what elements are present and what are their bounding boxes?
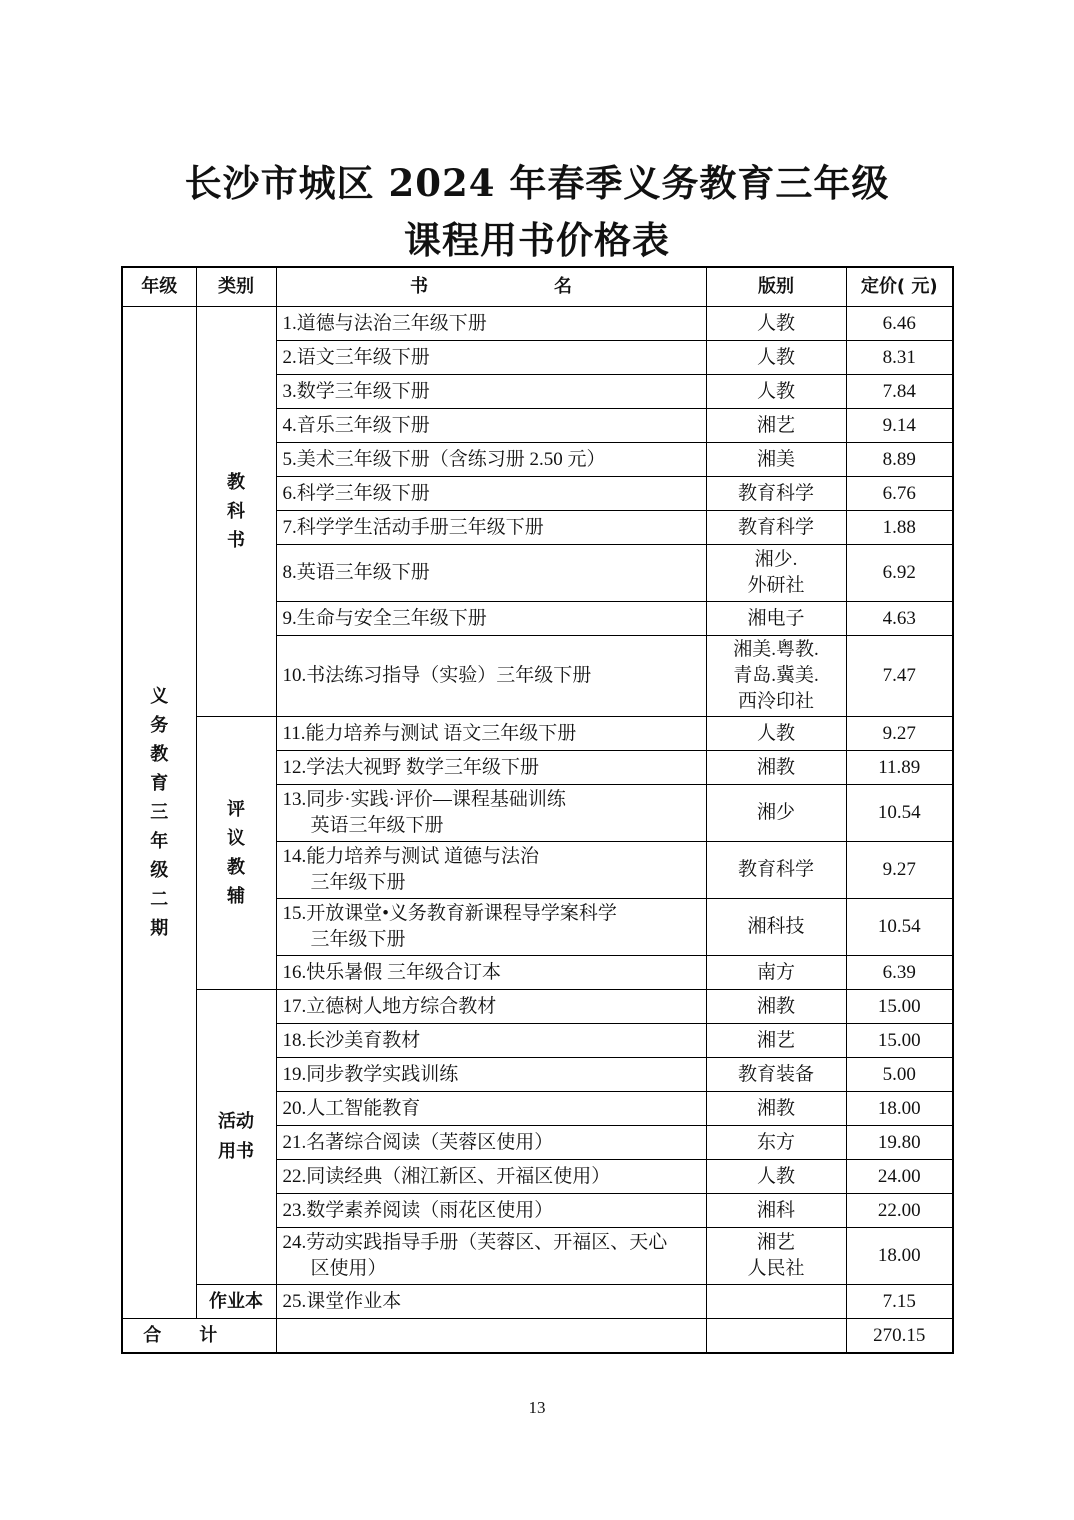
edition: 南方 (706, 956, 846, 990)
edition: 教育科学 (706, 477, 846, 511)
price: 7.47 (846, 636, 953, 717)
header-row (122, 267, 953, 307)
price: 24.00 (846, 1160, 953, 1194)
edition: 湘电子 (706, 602, 846, 636)
document-title-line1: 长沙市城区 2024 年春季义务教育三年级 (184, 161, 890, 205)
price: 9.27 (846, 717, 953, 751)
price: 9.27 (846, 842, 953, 899)
edition: 湘教 (706, 751, 846, 785)
book-name: 17.立德树人地方综合教材 (276, 990, 706, 1024)
edition: 湘科 (706, 1194, 846, 1228)
edition: 教育科学 (706, 842, 846, 899)
edition: 东方 (706, 1126, 846, 1160)
page-number: 13 (528, 1398, 546, 1417)
book-name: 25.课堂作业本 (276, 1285, 706, 1319)
total-empty-edition (706, 1319, 846, 1354)
price: 7.84 (846, 375, 953, 409)
edition-line: 外研社 (747, 575, 805, 596)
category-activity: 活动用书 (218, 1111, 254, 1162)
price: 15.00 (846, 990, 953, 1024)
edition: 人教 (706, 717, 846, 751)
edition (706, 1228, 846, 1285)
edition-line: 青岛.冀美. (733, 665, 819, 686)
edition-line: 湘少. (754, 549, 798, 570)
edition-line: 人民社 (747, 1258, 805, 1279)
book-name: 3.数学三年级下册 (276, 375, 706, 409)
book-name: 2.语文三年级下册 (276, 341, 706, 375)
book-name: 10.书法练习指导（实验）三年级下册 (276, 636, 706, 717)
category-activity-cell (196, 990, 276, 1285)
document-title-line2: 课程用书价格表 (404, 218, 670, 262)
table-row (122, 307, 953, 341)
price: 6.39 (846, 956, 953, 990)
price: 7.15 (846, 1285, 953, 1319)
book-name (276, 1228, 706, 1285)
price: 8.31 (846, 341, 953, 375)
edition-line: 湘美.粤教. (733, 639, 819, 660)
edition (706, 636, 846, 717)
edition: 教育装备 (706, 1058, 846, 1092)
book-name: 1.道德与法治三年级下册 (276, 307, 706, 341)
book-name: 16.快乐暑假 三年级合订本 (276, 956, 706, 990)
total-price: 270.15 (846, 1319, 953, 1354)
total-label: 合计 (122, 1319, 276, 1354)
book-name: 21.名著综合阅读（芙蓉区使用） (276, 1126, 706, 1160)
price: 9.14 (846, 409, 953, 443)
book-name: 9.生命与安全三年级下册 (276, 602, 706, 636)
edition: 人教 (706, 1160, 846, 1194)
edition-line: 西泠印社 (737, 691, 814, 712)
grade-label: 义务教育三年级二期 (150, 686, 169, 939)
book-name-line: 15.开放课堂•义务教育新课程导学案科学 (282, 903, 617, 924)
price: 15.00 (846, 1024, 953, 1058)
price: 18.00 (846, 1228, 953, 1285)
edition: 湘艺 (706, 409, 846, 443)
category-textbook: 教科书 (227, 472, 245, 551)
table-row (122, 1285, 953, 1319)
book-name (276, 842, 706, 899)
edition (706, 545, 846, 602)
book-name-line: 13.同步·实践·评价—课程基础训练 (282, 789, 566, 810)
book-name: 8.英语三年级下册 (276, 545, 706, 602)
book-name: 12.学法大视野 数学三年级下册 (276, 751, 706, 785)
header-grade: 年级 (122, 267, 196, 307)
edition (706, 1285, 846, 1319)
book-name: 4.音乐三年级下册 (276, 409, 706, 443)
total-empty-book (276, 1319, 706, 1354)
price: 18.00 (846, 1092, 953, 1126)
edition: 湘美 (706, 443, 846, 477)
book-name: 22.同读经典（湘江新区、开福区使用） (276, 1160, 706, 1194)
price: 5.00 (846, 1058, 953, 1092)
total-row (122, 1319, 953, 1354)
category-workbook: 作业本 (209, 1290, 263, 1312)
price: 22.00 (846, 1194, 953, 1228)
grade-cell (122, 307, 196, 1319)
price: 6.92 (846, 545, 953, 602)
book-name-line: 14.能力培养与测试 道德与法治 (282, 846, 540, 867)
price: 4.63 (846, 602, 953, 636)
book-name: 23.数学素养阅读（雨花区使用） (276, 1194, 706, 1228)
book-name-line: 三年级下册 (310, 929, 406, 950)
edition: 湘教 (706, 1092, 846, 1126)
book-name: 6.科学三年级下册 (276, 477, 706, 511)
book-name-line: 英语三年级下册 (310, 815, 444, 836)
edition: 人教 (706, 307, 846, 341)
book-name-line: 区使用） (310, 1258, 387, 1279)
book-name: 18.长沙美育教材 (276, 1024, 706, 1058)
price: 8.89 (846, 443, 953, 477)
table-row (122, 717, 953, 751)
book-name: 19.同步教学实践训练 (276, 1058, 706, 1092)
price: 10.54 (846, 785, 953, 842)
book-name-line: 三年级下册 (310, 872, 406, 893)
edition: 湘少 (706, 785, 846, 842)
edition-line: 湘艺 (756, 1232, 795, 1253)
category-workbook-cell (196, 1285, 276, 1319)
book-name (276, 899, 706, 956)
book-name-line: 24.劳动实践指导手册（芙蓉区、开福区、天心 (282, 1232, 668, 1253)
category-textbook-cell (196, 307, 276, 717)
book-name (276, 785, 706, 842)
price: 19.80 (846, 1126, 953, 1160)
edition: 湘艺 (706, 1024, 846, 1058)
header-edition: 版别 (706, 267, 846, 307)
edition: 湘科技 (706, 899, 846, 956)
book-name: 11.能力培养与测试 语文三年级下册 (276, 717, 706, 751)
book-name: 20.人工智能教育 (276, 1092, 706, 1126)
edition: 人教 (706, 341, 846, 375)
category-review-cell (196, 717, 276, 990)
book-name: 7.科学学生活动手册三年级下册 (276, 511, 706, 545)
edition: 湘教 (706, 990, 846, 1024)
header-category: 类别 (196, 267, 276, 307)
book-name: 5.美术三年级下册（含练习册 2.50 元） (276, 443, 706, 477)
edition: 教育科学 (706, 511, 846, 545)
header-book: 书 名 (276, 267, 706, 307)
table-row (122, 990, 953, 1024)
price-table (121, 266, 954, 1354)
edition: 人教 (706, 375, 846, 409)
price: 1.88 (846, 511, 953, 545)
price: 6.76 (846, 477, 953, 511)
category-review: 评议教辅 (227, 799, 245, 907)
price: 10.54 (846, 899, 953, 956)
price: 6.46 (846, 307, 953, 341)
price: 11.89 (846, 751, 953, 785)
header-price: 定价( 元) (846, 267, 953, 307)
